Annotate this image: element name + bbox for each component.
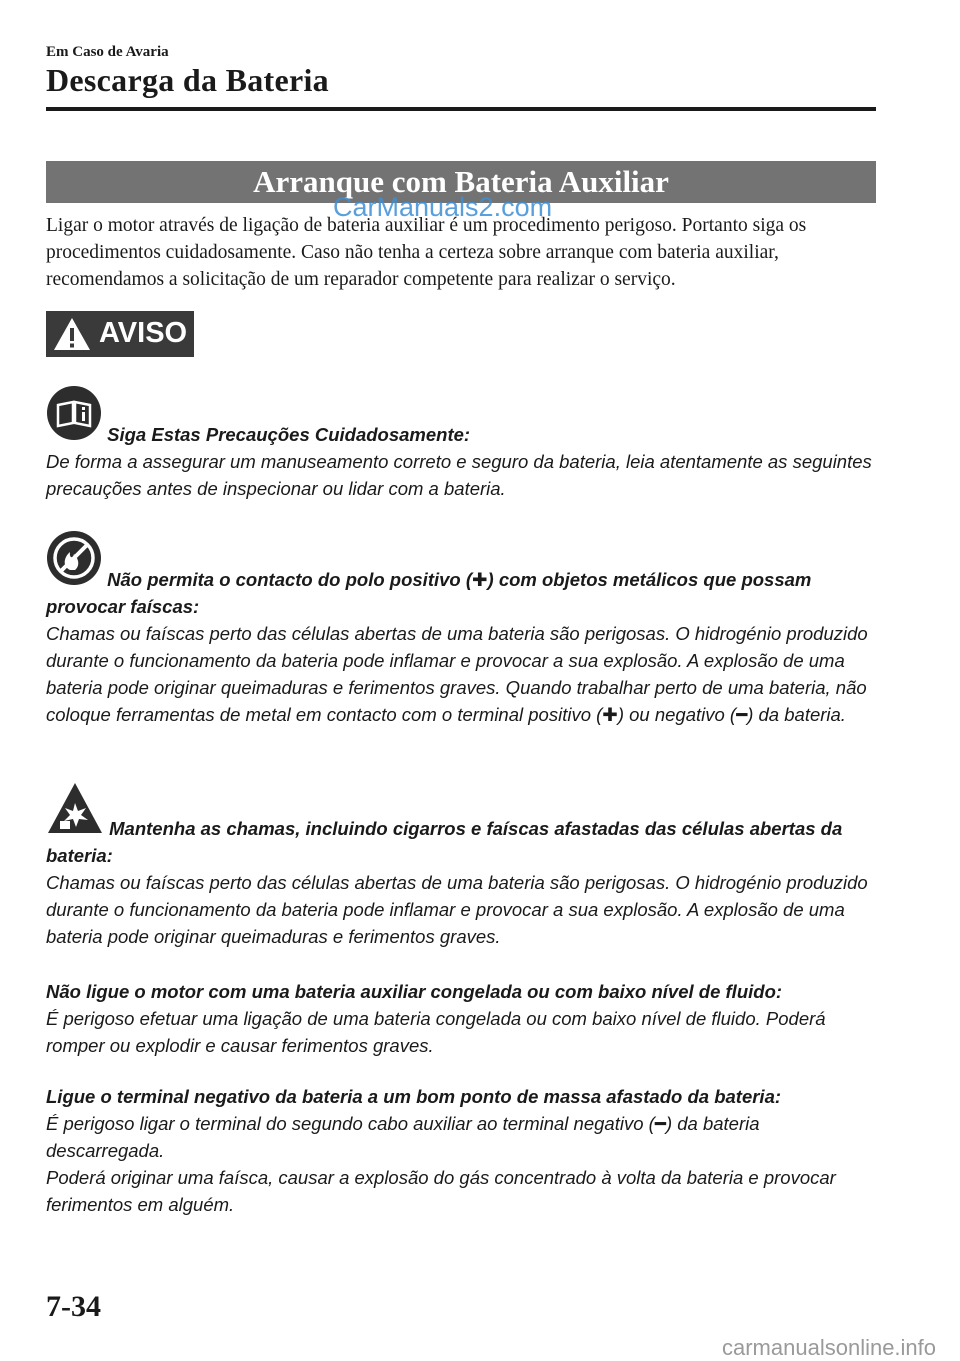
warning-triangle-icon bbox=[52, 316, 92, 352]
warning-no-flames bbox=[46, 530, 876, 728]
intro-paragraph: Ligar o motor através de ligação de bateria auxiliar é um procedimento perigoso. Portanto siga os procedimentos cuidadosamente. Caso não tenha a certeza sobre arranque com bateria auxiliar, recomendamos a solicitação de um reparador competente para realizar o serviço. bbox=[46, 215, 807, 290]
warning-explosion bbox=[46, 781, 876, 950]
minus-icon: ━ bbox=[736, 704, 748, 725]
warning-body: É perigoso efetuar uma ligação de uma bateria congelada ou com baixo nível de fluido. Poderá romper ou explodir e causar ferimentos graves. bbox=[46, 1008, 826, 1056]
chapter-title: Descarga da Bateria bbox=[46, 62, 329, 98]
warning-heading: Não permita o contacto do polo positivo (✚) com objetos metálicos que possam provocar faíscas: bbox=[46, 569, 812, 617]
footer-site: carmanualsonline.info bbox=[722, 1335, 937, 1360]
warning-frozen-battery bbox=[46, 978, 876, 1059]
warning-heading: Ligue o terminal negativo da bateria a um bom ponto de massa afastado da bateria: bbox=[46, 1086, 782, 1107]
warning-heading: Siga Estas Precauções Cuidadosamente: bbox=[107, 424, 471, 445]
warning-negative-terminal bbox=[46, 1083, 876, 1218]
warning-label: AVISO bbox=[99, 317, 188, 349]
warning-body: Chamas ou faíscas perto das células abertas de uma bateria são perigosas. O hidrogénio produzido durante o funcionamento da bateria pode inflamar e provocar a sua explosão. A explosão de uma bateria pode originar queimaduras e ferimentos graves. bbox=[46, 872, 868, 947]
minus-icon: ━ bbox=[654, 1113, 666, 1134]
warning-heading: Mantenha as chamas, incluindo cigarros e faíscas afastadas das células abertas da bateria: bbox=[46, 818, 843, 866]
explosion-warning-icon bbox=[46, 781, 104, 842]
no-flames-icon bbox=[46, 530, 102, 593]
chapter-rule bbox=[46, 107, 876, 111]
warning-body: Chamas ou faíscas perto das células abertas de uma bateria são perigosas. O hidrogénio produzido durante o funcionamento da bateria pode inflamar e provocar a sua explosão. A explosão de uma bateria pode originar queimaduras e ferimentos graves. Quando trabalhar perto de uma bateria, não coloque ferramentas de metal em contacto com o terminal positivo (✚) ou negativo (━) da bateria. bbox=[46, 623, 868, 725]
warning-badge bbox=[46, 311, 194, 357]
section-label: Em Caso de Avaria bbox=[46, 44, 169, 60]
plus-icon: ✚ bbox=[472, 569, 488, 590]
page-number: 7-34 bbox=[46, 1290, 101, 1323]
manual-book-icon bbox=[46, 385, 102, 448]
section-banner: Arranque com Bateria Auxiliar bbox=[46, 161, 876, 203]
warning-body: De forma a assegurar um manuseamento correto e seguro da bateria, leia atentamente as seguintes precauções antes de inspecionar ou lidar com a bateria. bbox=[46, 451, 872, 499]
warning-manual bbox=[46, 385, 876, 502]
watermark: CarManuals2.com bbox=[333, 192, 553, 222]
warning-heading: Não ligue o motor com uma bateria auxiliar congelada ou com baixo nível de fluido: bbox=[46, 981, 783, 1002]
warning-body: É perigoso ligar o terminal do segundo cabo auxiliar ao terminal negativo (━) da bateria descarregada. Poderá originar uma faísca, causar a explosão do gás concentrado à volta da bateria e provocar ferimentos em alguém. bbox=[46, 1113, 836, 1215]
plus-icon: ✚ bbox=[602, 704, 618, 725]
